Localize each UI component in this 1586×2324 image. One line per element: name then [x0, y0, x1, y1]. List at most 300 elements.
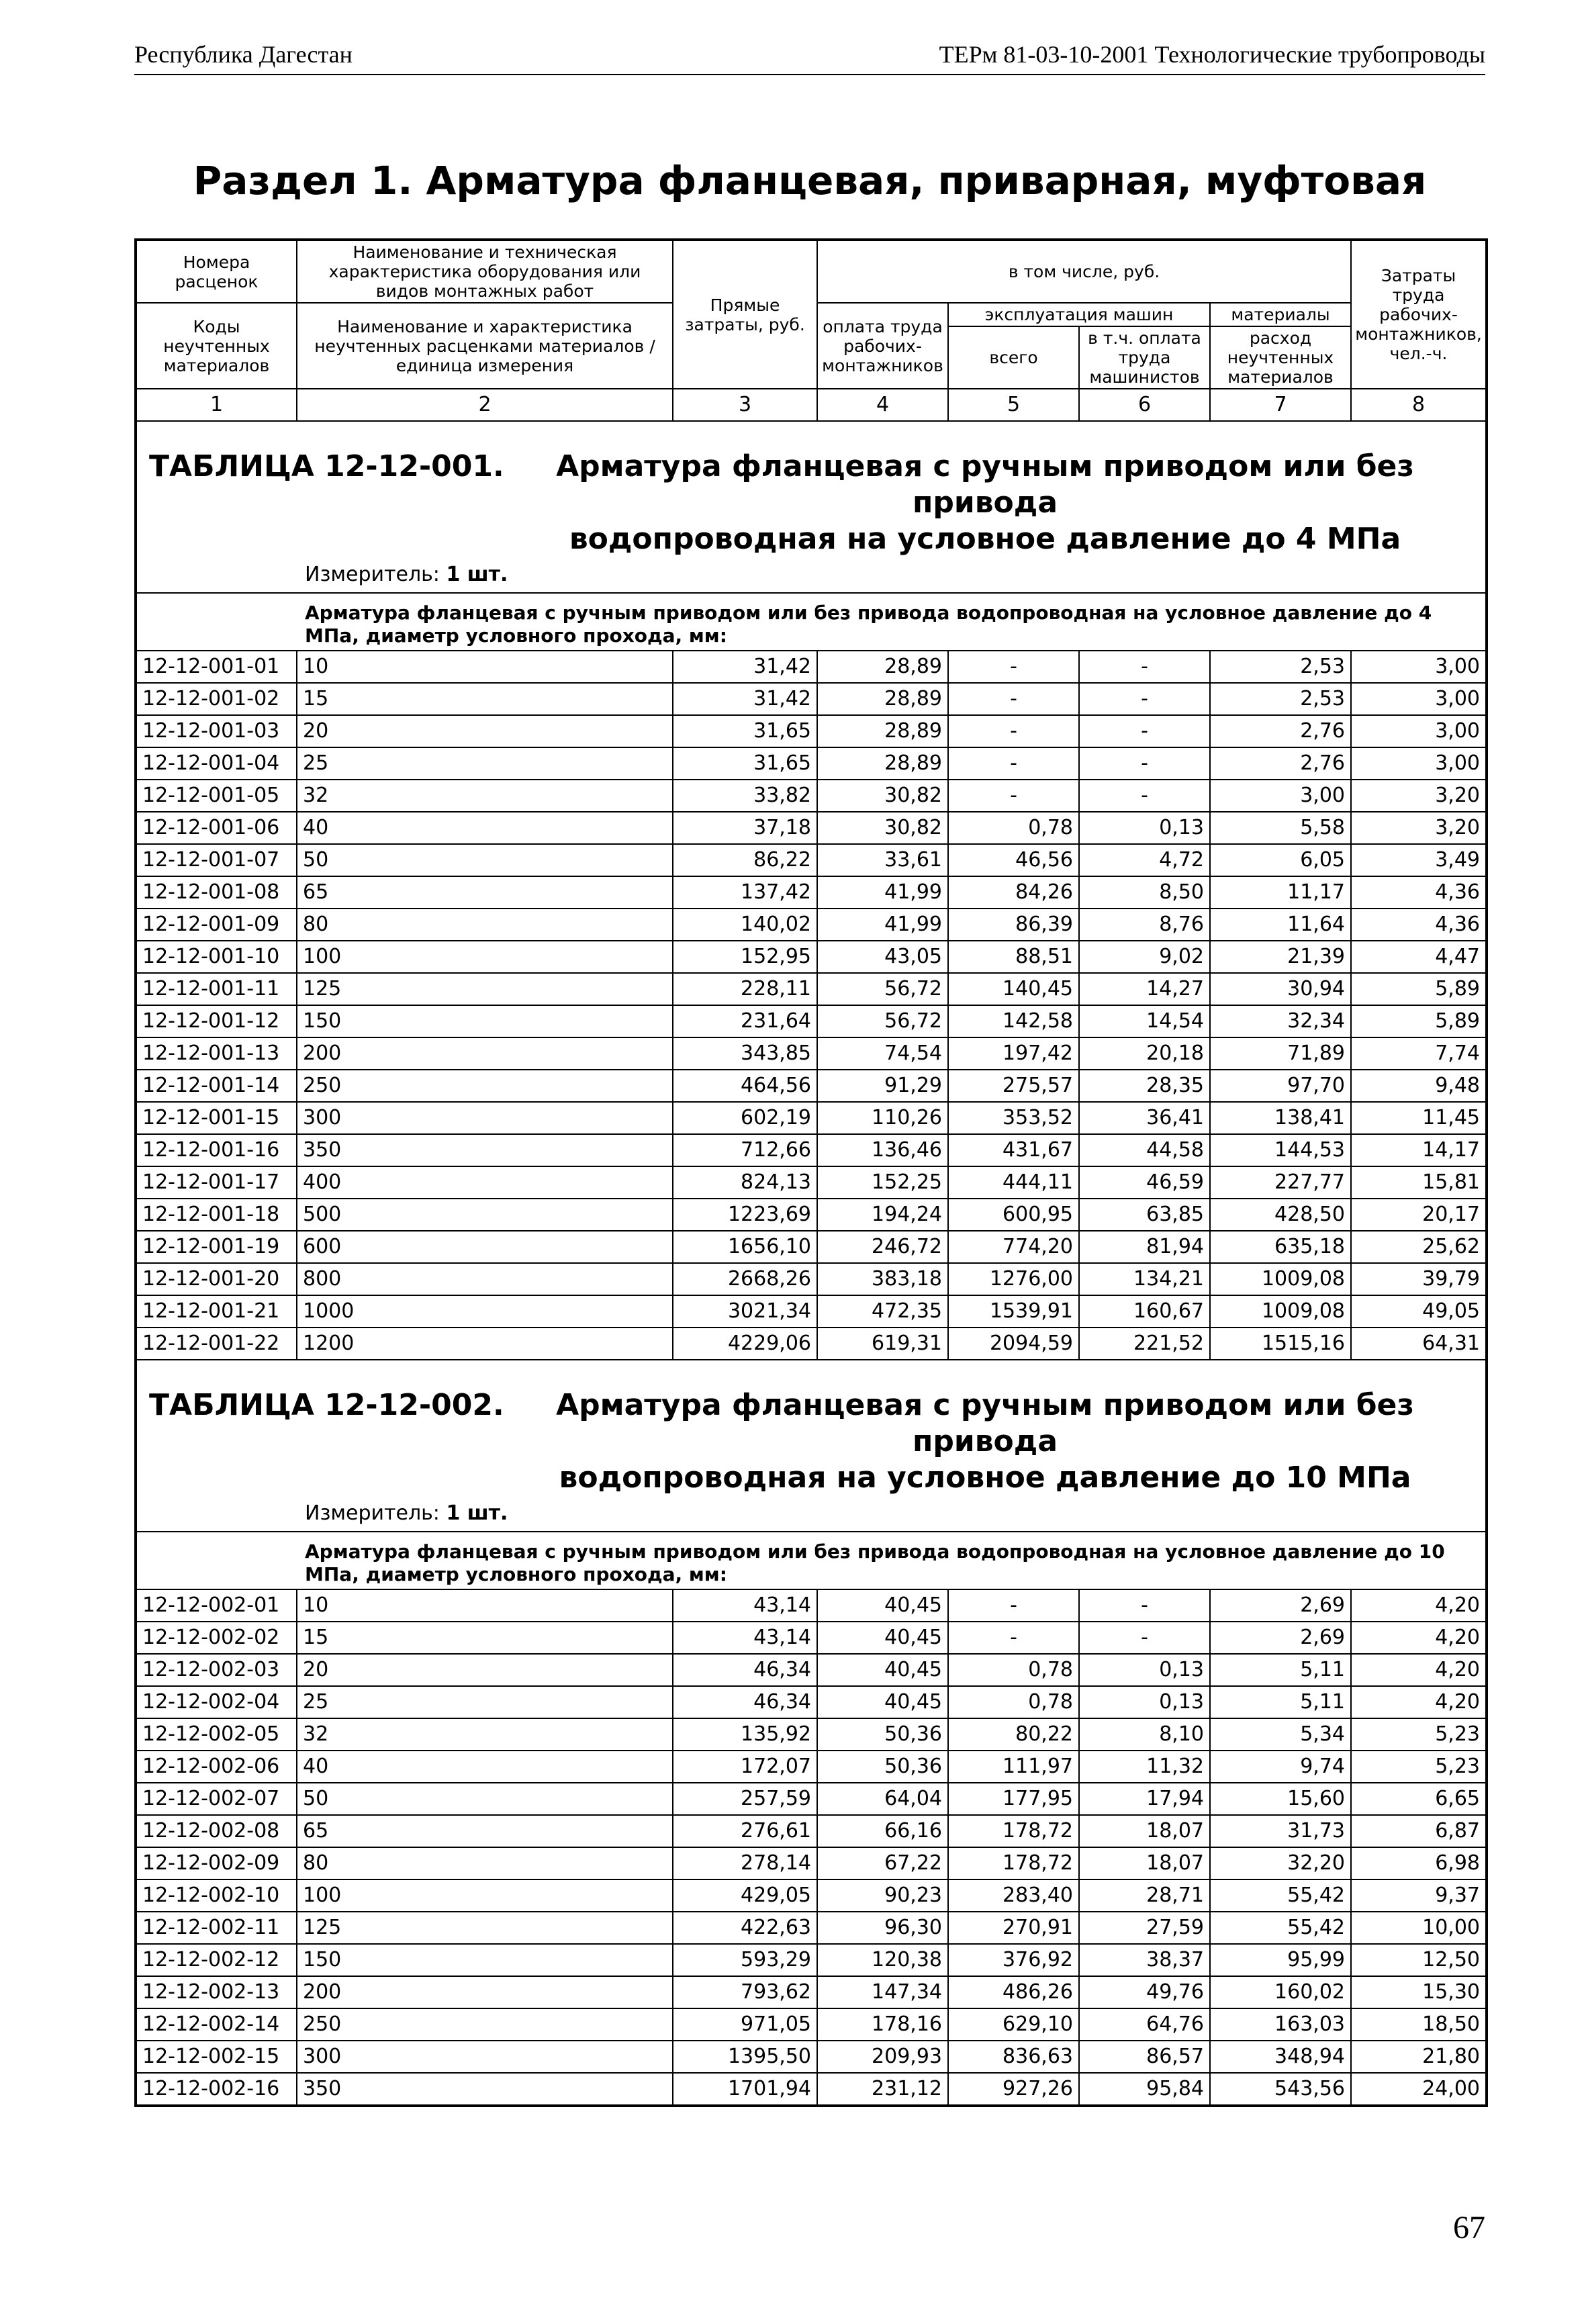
- col-name-top: Наименование и техническая характеристика оборудования или видов монтажных работ: [297, 240, 673, 303]
- table-cell: 278,14: [673, 1847, 817, 1879]
- nominal-diameter: 40: [297, 812, 673, 844]
- table-cell: 221,52: [1079, 1328, 1210, 1360]
- rate-code: 12-12-001-22: [136, 1328, 297, 1360]
- table-cell: 593,29: [673, 1944, 817, 1976]
- table-cell: 46,59: [1079, 1166, 1210, 1199]
- table-cell: -: [1079, 1589, 1210, 1622]
- table-cell: 1656,10: [673, 1231, 817, 1263]
- rate-code: 12-12-001-13: [136, 1037, 297, 1070]
- table-cell: 20,17: [1351, 1199, 1487, 1231]
- nominal-diameter: 800: [297, 1263, 673, 1295]
- table-cell: 8,10: [1079, 1718, 1210, 1751]
- nominal-diameter: 10: [297, 1589, 673, 1622]
- table-cell: 2,76: [1210, 715, 1351, 747]
- table-row: [136, 1944, 1487, 1976]
- table-cell: 56,72: [817, 1005, 948, 1037]
- table-cell: 55,42: [1210, 1879, 1351, 1912]
- table-cell: 6,05: [1210, 844, 1351, 876]
- table-row: [136, 1686, 1487, 1718]
- group-description: Арматура фланцевая с ручным приводом или без привода водопроводная на условное давление до 10 МПа, диаметр условного прохода, мм:: [136, 1532, 1487, 1589]
- table-cell: 8,50: [1079, 876, 1210, 909]
- col-code-top: Номера расценок: [136, 240, 297, 303]
- table-cell: 21,80: [1351, 2041, 1487, 2073]
- table-cell: 4,20: [1351, 1622, 1487, 1654]
- header-region: Республика Дагестан: [134, 41, 353, 68]
- table-cell: 64,04: [817, 1783, 948, 1815]
- table-cell: 178,72: [948, 1815, 1079, 1847]
- table-cell: 4,36: [1351, 876, 1487, 909]
- unit-label: Измеритель:: [305, 1501, 440, 1525]
- table-cell: 602,19: [673, 1102, 817, 1134]
- table-cell: 209,93: [817, 2041, 948, 2073]
- col-direct-costs: Прямые затраты, руб.: [673, 240, 817, 389]
- table-cell: 0,13: [1079, 1654, 1210, 1686]
- unit-value: 1 шт.: [446, 563, 508, 586]
- table-cell: 7,74: [1351, 1037, 1487, 1070]
- table-title-line: водопроводная на условное давление до 10 МПа: [559, 1460, 1411, 1495]
- nominal-diameter: 20: [297, 715, 673, 747]
- table-cell: 120,38: [817, 1944, 948, 1976]
- table-cell: 142,58: [948, 1005, 1079, 1037]
- table-cell: 10,00: [1351, 1912, 1487, 1944]
- nominal-diameter: 1000: [297, 1295, 673, 1328]
- table-cell: 824,13: [673, 1166, 817, 1199]
- table-cell: 160,02: [1210, 1976, 1351, 2008]
- table-cell: 95,84: [1079, 2073, 1210, 2106]
- table-cell: 927,26: [948, 2073, 1079, 2106]
- table-cell: 2,76: [1210, 747, 1351, 780]
- table-cell: -: [948, 780, 1079, 812]
- table-cell: 0,13: [1079, 1686, 1210, 1718]
- rate-code: 12-12-001-09: [136, 909, 297, 941]
- table-cell: 135,92: [673, 1718, 817, 1751]
- table-cell: 4,20: [1351, 1654, 1487, 1686]
- table-cell: 46,34: [673, 1654, 817, 1686]
- table-cell: 231,12: [817, 2073, 948, 2106]
- table-cell: 43,05: [817, 941, 948, 973]
- col-number: 4: [817, 389, 948, 421]
- nominal-diameter: 125: [297, 973, 673, 1005]
- table-cell: 30,94: [1210, 973, 1351, 1005]
- table-cell: 197,42: [948, 1037, 1079, 1070]
- table-cell: -: [1079, 683, 1210, 715]
- table-cell: -: [1079, 651, 1210, 683]
- table-cell: 178,16: [817, 2008, 948, 2041]
- table-cell: 31,73: [1210, 1815, 1351, 1847]
- group-header-row: [136, 593, 1487, 651]
- table-cell: 31,42: [673, 683, 817, 715]
- table-cell: 2,53: [1210, 683, 1351, 715]
- table-cell: 472,35: [817, 1295, 948, 1328]
- table-cell: 283,40: [948, 1879, 1079, 1912]
- table-cell: 96,30: [817, 1912, 948, 1944]
- table-cell: 28,89: [817, 651, 948, 683]
- table-cell: 24,00: [1351, 2073, 1487, 2106]
- table-cell: 28,89: [817, 683, 948, 715]
- table-cell: 376,92: [948, 1944, 1079, 1976]
- rates-table: [134, 238, 1488, 2107]
- table-cell: 74,54: [817, 1037, 948, 1070]
- rate-code: 12-12-001-16: [136, 1134, 297, 1166]
- rate-code: 12-12-001-15: [136, 1102, 297, 1134]
- nominal-diameter: 350: [297, 1134, 673, 1166]
- table-cell: 3,00: [1351, 683, 1487, 715]
- table-cell: 111,97: [948, 1751, 1079, 1783]
- page-number: 67: [1453, 2210, 1485, 2245]
- table-cell: 5,11: [1210, 1654, 1351, 1686]
- table-cell: 429,05: [673, 1879, 817, 1912]
- table-cell: 3,00: [1351, 715, 1487, 747]
- table-cell: 55,42: [1210, 1912, 1351, 1944]
- unit-value: 1 шт.: [446, 1501, 508, 1525]
- table-cell: 257,59: [673, 1783, 817, 1815]
- table-cell: 712,66: [673, 1134, 817, 1166]
- table-cell: 50,36: [817, 1751, 948, 1783]
- table-cell: 4,20: [1351, 1686, 1487, 1718]
- table-cell: 160,67: [1079, 1295, 1210, 1328]
- table-cell: 228,11: [673, 973, 817, 1005]
- table-cell: 1515,16: [1210, 1328, 1351, 1360]
- table-header: [136, 240, 1487, 421]
- nominal-diameter: 15: [297, 683, 673, 715]
- table-row: [136, 1847, 1487, 1879]
- table-cell: 600,95: [948, 1199, 1079, 1231]
- table-cell: 5,89: [1351, 1005, 1487, 1037]
- table-cell: 9,48: [1351, 1070, 1487, 1102]
- table-cell: 40,45: [817, 1686, 948, 1718]
- table-cell: 33,61: [817, 844, 948, 876]
- table-cell: 152,95: [673, 941, 817, 973]
- col-number: 2: [297, 389, 673, 421]
- table-row: [136, 747, 1487, 780]
- table-cell: 3,00: [1351, 747, 1487, 780]
- table-cell: -: [948, 1622, 1079, 1654]
- table-row: [136, 909, 1487, 941]
- nominal-diameter: 250: [297, 2008, 673, 2041]
- nominal-diameter: 300: [297, 2041, 673, 2073]
- col-number: 5: [948, 389, 1079, 421]
- rate-code: 12-12-001-10: [136, 941, 297, 973]
- col-machines: эксплуатация машин: [948, 303, 1210, 326]
- rate-code: 12-12-002-14: [136, 2008, 297, 2041]
- rate-code: 12-12-001-14: [136, 1070, 297, 1102]
- table-cell: 15,81: [1351, 1166, 1487, 1199]
- table-cell: 1276,00: [948, 1263, 1079, 1295]
- table-row: [136, 1263, 1487, 1295]
- rate-code: 12-12-001-11: [136, 973, 297, 1005]
- table-cell: 40,45: [817, 1622, 948, 1654]
- table-cell: 543,56: [1210, 2073, 1351, 2106]
- table-cell: 86,22: [673, 844, 817, 876]
- table-cell: 63,85: [1079, 1199, 1210, 1231]
- column-numbers-row: [136, 389, 1487, 421]
- table-cell: 275,57: [948, 1070, 1079, 1102]
- table-cell: 41,99: [817, 876, 948, 909]
- rate-code: 12-12-001-20: [136, 1263, 297, 1295]
- table-row: [136, 1589, 1487, 1622]
- running-header: [134, 40, 1485, 75]
- table-cell: 17,94: [1079, 1783, 1210, 1815]
- table-cell: 9,02: [1079, 941, 1210, 973]
- table-row: [136, 1231, 1487, 1263]
- table-cell: 97,70: [1210, 1070, 1351, 1102]
- table-cell: 3,00: [1351, 651, 1487, 683]
- table-cell: 136,46: [817, 1134, 948, 1166]
- table-row: [136, 1166, 1487, 1199]
- rate-code: 12-12-002-01: [136, 1589, 297, 1622]
- table-row: [136, 1751, 1487, 1783]
- table-cell: 270,91: [948, 1912, 1079, 1944]
- table-section-title: [136, 421, 1487, 593]
- table-cell: 32,20: [1210, 1847, 1351, 1879]
- unit-of-measure: [137, 557, 1485, 592]
- table-cell: 836,63: [948, 2041, 1079, 2073]
- table-cell: -: [948, 1589, 1079, 1622]
- table-cell: 14,17: [1351, 1134, 1487, 1166]
- table-cell: 444,11: [948, 1166, 1079, 1199]
- table-cell: 635,18: [1210, 1231, 1351, 1263]
- table-cell: 5,11: [1210, 1686, 1351, 1718]
- table-cell: -: [1079, 715, 1210, 747]
- table-row: [136, 941, 1487, 973]
- table-row: [136, 1070, 1487, 1102]
- table-cell: 30,82: [817, 812, 948, 844]
- table-cell: 49,05: [1351, 1295, 1487, 1328]
- table-row: [136, 1815, 1487, 1847]
- table-cell: 46,56: [948, 844, 1079, 876]
- table-section-title-row: [136, 1360, 1487, 1532]
- rate-code: 12-12-002-16: [136, 2073, 297, 2106]
- table-cell: 28,35: [1079, 1070, 1210, 1102]
- table-cell: 36,41: [1079, 1102, 1210, 1134]
- table-cell: 172,07: [673, 1751, 817, 1783]
- table-cell: 28,89: [817, 747, 948, 780]
- table-cell: 144,53: [1210, 1134, 1351, 1166]
- nominal-diameter: 50: [297, 1783, 673, 1815]
- table-cell: 1701,94: [673, 2073, 817, 2106]
- table-cell: 31,65: [673, 747, 817, 780]
- table-cell: 137,42: [673, 876, 817, 909]
- table-row: [136, 683, 1487, 715]
- table-row: [136, 876, 1487, 909]
- table-cell: -: [948, 747, 1079, 780]
- rate-code: 12-12-001-18: [136, 1199, 297, 1231]
- table-cell: 86,57: [1079, 2041, 1210, 2073]
- rate-code: 12-12-002-15: [136, 2041, 297, 2073]
- table-cell: 138,41: [1210, 1102, 1351, 1134]
- table-cell: 0,78: [948, 1686, 1079, 1718]
- table-cell: 6,98: [1351, 1847, 1487, 1879]
- nominal-diameter: 32: [297, 780, 673, 812]
- nominal-diameter: 65: [297, 876, 673, 909]
- table-cell: 1395,50: [673, 2041, 817, 2073]
- table-cell: 152,25: [817, 1166, 948, 1199]
- nominal-diameter: 400: [297, 1166, 673, 1199]
- unit-label: Измеритель:: [305, 563, 440, 586]
- table-cell: 3021,34: [673, 1295, 817, 1328]
- nominal-diameter: 25: [297, 1686, 673, 1718]
- table-cell: 21,39: [1210, 941, 1351, 973]
- table-cell: 33,82: [673, 780, 817, 812]
- col-materials-top: материалы: [1210, 303, 1351, 326]
- table-cell: 43,14: [673, 1622, 817, 1654]
- group-header-row: [136, 1532, 1487, 1589]
- table-cell: 9,37: [1351, 1879, 1487, 1912]
- table-cell: 227,77: [1210, 1166, 1351, 1199]
- rate-code: 12-12-001-01: [136, 651, 297, 683]
- table-cell: 37,18: [673, 812, 817, 844]
- table-cell: 18,07: [1079, 1847, 1210, 1879]
- table-cell: -: [948, 683, 1079, 715]
- table-cell: 3,00: [1210, 780, 1351, 812]
- table-row: [136, 1912, 1487, 1944]
- rate-code: 12-12-002-02: [136, 1622, 297, 1654]
- rate-code: 12-12-002-04: [136, 1686, 297, 1718]
- header-document-code: ТЕРм 81-03-10-2001 Технологические трубопроводы: [939, 41, 1485, 68]
- col-number: 7: [1210, 389, 1351, 421]
- col-labor-hours: Затраты труда рабочих-монтажников, чел.-ч.: [1351, 240, 1487, 389]
- rate-code: 12-12-002-11: [136, 1912, 297, 1944]
- table-title-line: Арматура фланцевая с ручным приводом или без привода: [556, 1388, 1414, 1458]
- rate-code: 12-12-001-19: [136, 1231, 297, 1263]
- table-cell: 11,17: [1210, 876, 1351, 909]
- rate-code: 12-12-002-08: [136, 1815, 297, 1847]
- table-cell: 5,34: [1210, 1718, 1351, 1751]
- nominal-diameter: 150: [297, 1005, 673, 1037]
- table-cell: 431,67: [948, 1134, 1079, 1166]
- col-number: 6: [1079, 389, 1210, 421]
- rate-code: 12-12-002-07: [136, 1783, 297, 1815]
- nominal-diameter: 100: [297, 941, 673, 973]
- table-cell: 6,65: [1351, 1783, 1487, 1815]
- col-machinists-pay: в т.ч. оплата труда машинистов: [1079, 326, 1210, 389]
- table-cell: 28,89: [817, 715, 948, 747]
- table-cell: 422,63: [673, 1912, 817, 1944]
- table-cell: 95,99: [1210, 1944, 1351, 1976]
- rate-code: 12-12-002-03: [136, 1654, 297, 1686]
- nominal-diameter: 300: [297, 1102, 673, 1134]
- table-cell: 20,18: [1079, 1037, 1210, 1070]
- table-cell: 2,69: [1210, 1622, 1351, 1654]
- table-cell: 194,24: [817, 1199, 948, 1231]
- table-cell: 40,45: [817, 1589, 948, 1622]
- table-cell: 177,95: [948, 1783, 1079, 1815]
- table-cell: 629,10: [948, 2008, 1079, 2041]
- table-cell: 276,61: [673, 1815, 817, 1847]
- nominal-diameter: 350: [297, 2073, 673, 2106]
- table-cell: 348,94: [1210, 2041, 1351, 2073]
- col-labor-pay: оплата труда рабочих-монтажников: [817, 303, 948, 389]
- table-cell: 64,76: [1079, 2008, 1210, 2041]
- table-cell: 383,18: [817, 1263, 948, 1295]
- table-cell: 80,22: [948, 1718, 1079, 1751]
- table-cell: 428,50: [1210, 1199, 1351, 1231]
- table-cell: 49,76: [1079, 1976, 1210, 2008]
- table-row: [136, 844, 1487, 876]
- table-section-title-row: [136, 421, 1487, 593]
- table-row: [136, 1199, 1487, 1231]
- table-row: [136, 1328, 1487, 1360]
- col-materials-bottom: расход неучтенных материалов: [1210, 326, 1351, 389]
- rate-code: 12-12-001-17: [136, 1166, 297, 1199]
- nominal-diameter: 125: [297, 1912, 673, 1944]
- table-cell: 1009,08: [1210, 1263, 1351, 1295]
- nominal-diameter: 500: [297, 1199, 673, 1231]
- nominal-diameter: 80: [297, 909, 673, 941]
- nominal-diameter: 200: [297, 1976, 673, 2008]
- table-title-line: Арматура фланцевая с ручным приводом или без привода: [556, 449, 1414, 520]
- table-row: [136, 1295, 1487, 1328]
- table-row: [136, 1976, 1487, 2008]
- table-cell: 140,45: [948, 973, 1079, 1005]
- table-cell: 3,49: [1351, 844, 1487, 876]
- table-cell: 15,30: [1351, 1976, 1487, 2008]
- table-cell: 486,26: [948, 1976, 1079, 2008]
- section-title: Раздел 1. Арматура фланцевая, приварная, муфтовая: [193, 158, 1427, 203]
- table-row: [136, 1783, 1487, 1815]
- nominal-diameter: 150: [297, 1944, 673, 1976]
- table-cell: 5,89: [1351, 973, 1487, 1005]
- table-row: [136, 812, 1487, 844]
- table-cell: 246,72: [817, 1231, 948, 1263]
- table-row: [136, 651, 1487, 683]
- table-row: [136, 1718, 1487, 1751]
- table-cell: 5,23: [1351, 1718, 1487, 1751]
- nominal-diameter: 15: [297, 1622, 673, 1654]
- table-cell: 4229,06: [673, 1328, 817, 1360]
- table-cell: 140,02: [673, 909, 817, 941]
- col-number: 8: [1351, 389, 1487, 421]
- table-title-line: водопроводная на условное давление до 4 МПа: [569, 522, 1401, 556]
- table-cell: 44,58: [1079, 1134, 1210, 1166]
- nominal-diameter: 65: [297, 1815, 673, 1847]
- table-cell: 163,03: [1210, 2008, 1351, 2041]
- table-cell: 464,56: [673, 1070, 817, 1102]
- table-row: [136, 973, 1487, 1005]
- table-row: [136, 2008, 1487, 2041]
- table-cell: 5,58: [1210, 812, 1351, 844]
- table-cell: 2,53: [1210, 651, 1351, 683]
- nominal-diameter: 80: [297, 1847, 673, 1879]
- col-machines-total: всего: [948, 326, 1079, 389]
- rate-code: 12-12-001-05: [136, 780, 297, 812]
- table-cell: 4,47: [1351, 941, 1487, 973]
- table-cell: 11,32: [1079, 1751, 1210, 1783]
- rate-code: 12-12-002-05: [136, 1718, 297, 1751]
- table-cell: -: [1079, 780, 1210, 812]
- table-cell: 64,31: [1351, 1328, 1487, 1360]
- table-cell: 86,39: [948, 909, 1079, 941]
- table-cell: -: [948, 715, 1079, 747]
- table-cell: 3,20: [1351, 780, 1487, 812]
- col-code-bottom: Коды неучтенных материалов: [136, 303, 297, 389]
- table-cell: 14,27: [1079, 973, 1210, 1005]
- table-cell: -: [1079, 1622, 1210, 1654]
- table-cell: 43,14: [673, 1589, 817, 1622]
- table-row: [136, 1654, 1487, 1686]
- nominal-diameter: 600: [297, 1231, 673, 1263]
- table-cell: -: [1079, 747, 1210, 780]
- rate-code: 12-12-001-02: [136, 683, 297, 715]
- table-cell: 18,07: [1079, 1815, 1210, 1847]
- col-name-bottom: Наименование и характеристика неучтенных расценками материалов / единица измерения: [297, 303, 673, 389]
- table-cell: 56,72: [817, 973, 948, 1005]
- table-cell: 81,94: [1079, 1231, 1210, 1263]
- table-cell: 178,72: [948, 1847, 1079, 1879]
- table-cell: 1539,91: [948, 1295, 1079, 1328]
- nominal-diameter: 25: [297, 747, 673, 780]
- table-cell: 46,34: [673, 1686, 817, 1718]
